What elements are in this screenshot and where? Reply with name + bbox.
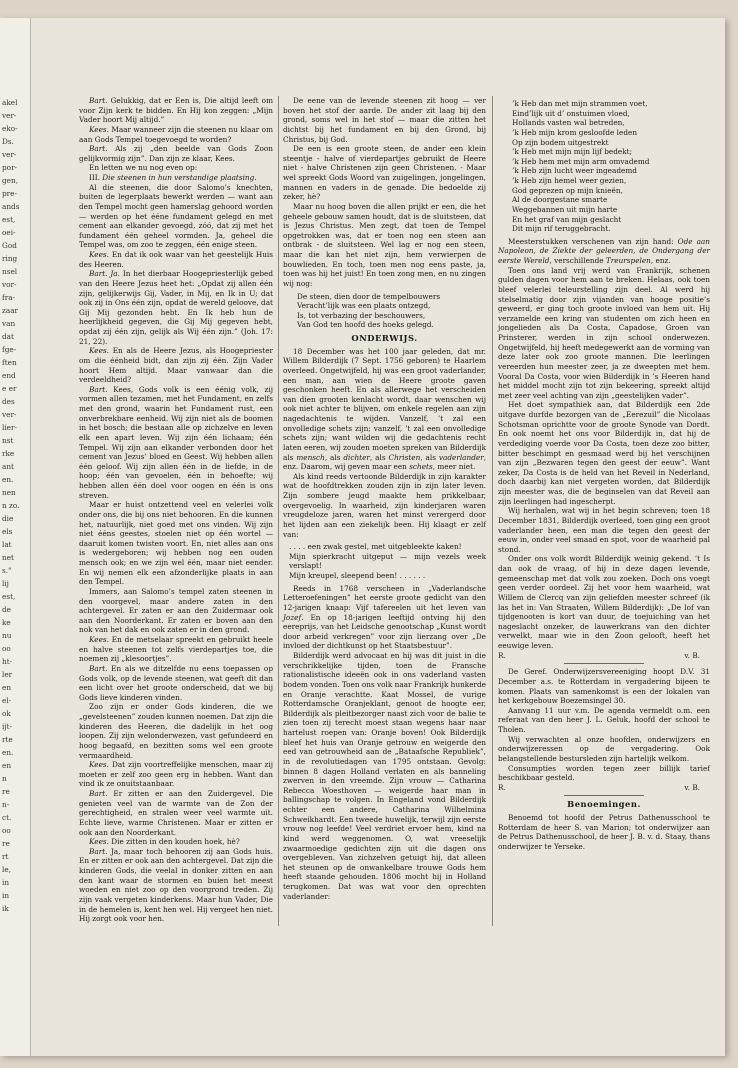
- verse-line: ’k Heb zijn hemel weer gezien,: [512, 176, 627, 185]
- paragraph: Onder ons volk wordt Bilderdijk weinig gekend. ’t Is dan ook de vraag, of hij in deze dagen levende, gemeenschap met dat volk zou zoeken. Doch ons voegt geen verder oordeel. Zij het voor hem waarheid, wat Willem de Clercq van zijn geliefden meester schreef (ik las het in: Van Straaten, Willem Bilderdijk): „De lof van tijdgenooten is kort van duur, de toejuiching van het nageslacht onzeker, de lauwerkrans van den dichter verwelkt, maar wie in den Zoon gelooft, heeft het eeuwige leven.: [498, 554, 710, 650]
- margin-fragment: nen: [2, 488, 16, 497]
- section-heading: Benoemingen.: [567, 799, 641, 810]
- margin-fragment: van: [2, 319, 16, 328]
- margin-fragment: net: [2, 553, 14, 562]
- margin-fragment: ver-: [2, 410, 17, 419]
- verse-line: Weggebannen uit mijn harte: [512, 204, 618, 214]
- signature-right: v. B.: [684, 650, 700, 660]
- paragraph: Kees. En als de Heere Jezus, als Hoogepriester om die éénheid bidt, dan zijn zij één. Zijn Vader hoort Hem altijd. Maar vanwaar dan die verdeeldheid?: [79, 346, 273, 385]
- margin-fragment: ands: [2, 202, 20, 211]
- verse-line: Hollands vasten wal betreden,: [512, 118, 625, 128]
- margin-fragment: ften: [2, 358, 17, 367]
- paragraph: Wij verwachten al onze hoofden, onderwijzers en onderwijzeressen op de vergadering. Ook belangstellende bestursleden zijn hartelijk welkom.: [498, 734, 710, 763]
- verse-line: ’k Heb met mijn mijn lijf bedekt;: [512, 147, 633, 157]
- margin-fragment: rt: [2, 852, 9, 861]
- margin-fragment: els: [2, 527, 13, 536]
- paragraph: Bilderdijk werd advocaat en hij was dit juist in die verschrikkelijke tijden, toen de Fransche rationalistische ideeën ook in ons vaderland vasten bodem vonden. Toen ons volk naar Frankrijk hunkerde en Oranje verachtte. Kaat Mossel, de vurige Rotterdamsche Oranjeklant, genoot de hoogte eer, Bilderdijk als pleitbezorger naast zich voor de balie te zien toen zij terecht moest staan wegens haar naar hartelust roepen van: Oranje boven! Ook Bilderdijk bleef het huis van Oranje getrouw en weigerde den eed van getrouwheid aan de „Bataafsche Republiek”, in de revolutiedagen van 1795 ontstaan. Gevolg: binnen 8 dagen Holland verlaten en als banneling zwerven in den vreemde. Zijn vrouw — Catharina Rebecca Woesthoven — weigerde haar man in ballingschap te volgen. In Engeland vond Bilderdijk echter een andere, Catharina Wilhelmina Schweikhardt. Een tweede huwelijk, terwijl zijn eerste vrouw nog leefde! Veel verdriet ervoer hem, kind na kind werd weggenomen. O, wat vreeselijk zwaarmoedige gedichten zijn uit die dagen ons overgebleven. Van zichzelven getuigt hij, dat alleen het steunen op de onwankelbare trouwe Gods hem heeft staande gehouden. 1806 mocht hij in Holland terugkomen. Dat was wat voor den oprechten vaderlander:: [283, 651, 486, 901]
- poem-block: [283, 292, 486, 331]
- verse-line: Al de doorgestane smarte: [512, 195, 608, 205]
- paragraph: Bart. Gelukkig, dat er Een is, Die altijd leeft om voor Zijn kerk te bidden. En Hij kon zeggen: „Mijn Vader hoort Mij altijd.”: [79, 96, 273, 125]
- margin-fragment: rke: [2, 449, 15, 458]
- paragraph: Kees. Die zitten in den kouden hoek, hè?: [89, 837, 240, 847]
- paragraph: Al die steenen, die door Salomo’s knechten, buiten de legerplaats bewerkt werden — want aan den Tempel mocht geen hamerslag gehoord worden — werden op het ééne fundament gelegd en met cement aan elkander gevoegd, zóó, dat zij met het fundament één geheel vormden. Ja, geheel die Tempel was, om zoo te zeggen, één enige steen.: [79, 182, 273, 250]
- margin-fragment: est,: [2, 592, 16, 601]
- margin-fragment: ik: [2, 904, 9, 913]
- margin-fragment: fge-: [2, 345, 17, 354]
- paragraph: Bart. Er zitten er aan den Zuidergevel. Die genieten veel van de warmte van de Zon der gerechtigheid, en stralen weer veel warmte uit. Echte lieve, warme Christenen. Maar er zitten er ook aan den Noorderkant.: [79, 789, 273, 837]
- margin-fragment: e er: [2, 384, 17, 393]
- margin-fragment: dat: [2, 332, 14, 341]
- margin-fragment: n zo.: [2, 501, 20, 510]
- paragraph: Kees. En de metselaar spreekt en gebruikt heele en halve steenen tot zelfs vierdepartjes toe, die noemen zij „klesoortjes”.: [79, 635, 273, 664]
- column-rule: [278, 96, 279, 926]
- verse-line: ’k Heb dan met mijn strammen voet,: [512, 99, 648, 108]
- margin-fragment: n: [2, 774, 7, 783]
- verse-line: De steen, dien door de tempelbouwers: [297, 291, 441, 301]
- paragraph: De een is een groote steen, de ander een klein steentje - halve of vierdepartjes gebruikt de Heere niet - halve Christenen zijn geen Christenen. - Maar wel spreekt Gods Woord van zuigelingen, jongelingen, mannen en vaders in de genade. Die bedoelde zij zeker, hè?: [283, 144, 486, 202]
- margin-fragment: en: [2, 761, 12, 770]
- margin-fragment: in: [2, 878, 10, 887]
- margin-fragment: ijt-: [2, 722, 12, 731]
- margin-fragment: akel: [2, 98, 18, 107]
- verse-line: ’k Heb hem met mijn arm omvademd: [512, 156, 650, 166]
- verse-line: Van God ten hoofd des hoeks gelegd.: [297, 320, 434, 330]
- paragraph: Kees. Maar wanneer zijn die steenen nu klaar om aan Gods Tempel toegevoegd te worden?: [79, 124, 273, 144]
- paragraph: Als kind reeds vertoonde Bilderdijk in zijn karakter wat de hoofdtrekken zouden zijn in zijn later leven. Zijn sombere jeugd maakte hem prikkelbaar, overgevoelig. In waarheid, zijn kinderjaren waren vreugdeloze jaren, waren het minst verergerd door het lijden aan een ziekelijk been. Hij klaagt er zelf van:: [283, 471, 486, 539]
- margin-fragment: ht-: [2, 657, 13, 666]
- margin-fragment: nsel: [2, 267, 18, 276]
- margin-fragment: in: [2, 891, 10, 900]
- margin-fragment: el-: [2, 696, 12, 705]
- poem-block: [498, 99, 710, 234]
- margin-fragment: en: [2, 683, 12, 692]
- verse-line: Mijn spierkracht uitgeput — mijn vezels week verslapt!: [289, 551, 486, 571]
- margin-fragment: gen,: [2, 176, 19, 185]
- margin-fragment: ler: [2, 670, 13, 679]
- column-rule: [492, 96, 493, 926]
- margin-fragment: zaar: [2, 306, 19, 315]
- paragraph: Immers, aan Salomo’s tempel zaten steenen in den voorgevel, maar andere zaten in den achtergevel. Er zaten er aan den Zuidermaar ook aan den Noorderkant. Er zaten er boven aan den nok van het dak en ook zaten er in den grond.: [79, 586, 273, 635]
- paragraph: En letten we nu nog even op:: [89, 163, 198, 173]
- margin-fragment: des: [2, 397, 15, 406]
- column-2: [283, 96, 486, 901]
- margin-fragment: en.: [2, 475, 14, 484]
- verse-line: En het graf van mijn geslacht: [512, 214, 622, 224]
- paragraph: Bart. Als zij „den beelde van Gods Zoon gelijkvormig zijn”. Dan zijn ze klaar, Kees.: [79, 144, 273, 163]
- margin-fragment: ct.: [2, 813, 12, 822]
- separator-rule: [564, 795, 644, 796]
- margin-fragment: ok: [2, 709, 11, 718]
- margin-fragment: le,: [2, 865, 11, 874]
- signature-left: R.: [498, 782, 506, 792]
- quote-block: [283, 542, 486, 581]
- paragraph: De eene van de levende steenen zit hoog — ver boven het stof der aarde. De ander zit laag bij den grond, soms wel in het stof — maar die zitten het dichtst bij het fundament en bij den Grond, bij Christus, bij God.: [283, 96, 486, 144]
- column-1: [79, 96, 273, 924]
- margin-fragment: pre-: [2, 189, 17, 198]
- paragraph: Kees. Dat zijn voortreffelijke menschen, maar zij moeten er zelf zoo geen erg in hebben. Want dan vind ik ze onuitstaanbaar.: [79, 760, 273, 789]
- verse-line: Eind’lijk uit d’ onstuimen vloed,: [512, 108, 630, 118]
- signature-right: v. B.: [684, 782, 700, 792]
- verse-line: Veracht’lijk was een plaats ontzegd,: [297, 301, 431, 311]
- margin-fragment: est,: [2, 215, 16, 224]
- margin-fragment: lij: [2, 579, 9, 588]
- paragraph: Maar nu hoog boven die allen prijkt er een, die het geheele gebouw samen houdt, dat is de sluitsteen, dat is Jezus Christus. Men zegt, dat toen de Tempel opgetrokken was, dat er toen nog een steen aan ontbrak - de sluitsteen. Wel lag er nog een steen, maar die kan het niet zijn, hem verwierpen de bouwlieden. En toch, toen men nog eens paste, ja, toen was hij het juist! En toen zong men, en nu zingen wij nog:: [283, 201, 486, 288]
- margin-fragment: rte: [2, 735, 13, 744]
- signature: [498, 783, 710, 793]
- previous-page-margin: [0, 18, 31, 1056]
- margin-fragment: Ds.: [2, 137, 14, 146]
- margin-fragment: oo: [2, 826, 11, 835]
- margin-fragment: ant: [2, 462, 14, 471]
- verse-line: God geprezen op mijn knieën,: [512, 185, 623, 195]
- margin-fragment: eko-: [2, 124, 18, 133]
- verse-line: Is, tot verbazing der beschouwers,: [297, 310, 426, 320]
- margin-fragment: lier-: [2, 423, 17, 432]
- verse-line: Op zijn bodem uitgestrekt: [512, 137, 609, 147]
- verse-line: Dit mijn rif teruggebracht.: [512, 224, 611, 234]
- section-heading: ONDERWIJS.: [351, 333, 418, 343]
- margin-fragment: fra-: [2, 293, 16, 302]
- margin-fragment: por-: [2, 163, 18, 172]
- signature-left: R.: [498, 650, 506, 660]
- margin-fragment: en.: [2, 748, 14, 757]
- margin-fragment: oei-: [2, 228, 16, 237]
- paragraph: Consumpties worden tegen zeer billijk tarief beschikbaar gesteld.: [498, 763, 710, 783]
- margin-fragment: end: [2, 371, 16, 380]
- margin-fragment: re: [2, 787, 10, 796]
- margin-fragment: n-: [2, 800, 10, 809]
- newspaper-page: [0, 18, 725, 1056]
- paragraph: Bart. Ja, maar toch behooren zij aan Gods huis. En er zitten er ook aan den achtergevel. Dat zijn die kinderen Gods, die veelal in donker zitten en aan den kant waar de stormen en buien het meest woeden en niet zoo op den voorgrond treden. Zij zijn vaak vergeten kinderkens. Maar hun Vader, Die in de hemelen is, kent hen wel. Hij vergeet hen niet. Hij zorgt ook voor hen.: [79, 846, 273, 924]
- margin-fragment: nu: [2, 631, 12, 640]
- paragraph: Wij herhalen, wat wij in het begin schreven; toen 18 December 1831, Bilderdijk overleed, toen ging een groot vaderlander heen, een man die tegen den geest der eeuw in, onder veel smaad en spot, voor de waarheid pal stond.: [498, 506, 710, 554]
- paragraph: De Geref. Onderwijzersvereeniging hoopt D.V. 31 December a.s. te Rotterdam in vergadering bijeen te komen. Plaats van samenkomst is een der lokalen van het kerkgebouw Boezemsingel 30.: [498, 667, 710, 706]
- verse-line: . . . . een zwak gestel, met uitgebleekte kaken!: [289, 542, 462, 552]
- paragraph: Aanvang 11 uur v.m. De agenda vermeldt o.m. een referaat van den heer J. L. Geluk, hoofd der school te Tholen.: [498, 705, 710, 734]
- margin-fragment: ke: [2, 618, 11, 627]
- paragraph: Reeds in 1768 verscheen in „Vaderlandsche Letteroefeningen” het eerste groote gedicht van den 12-jarigen knaap: Vijf tafereelen uit het leven van Jozef. En op 18-jarigen leeftijd ontving hij den eereprijs, van het Leidsche genootschap „Kunst wordt door arbeid verkregen” voor zijn lierzang over „De invloed der dichtkunst op het Staatsbestuur”.: [283, 583, 486, 651]
- verse-line: ’k Heb zijn lucht weer ingeademd: [512, 166, 637, 176]
- paragraph: III. Die steenen in hun verstandige plaatsing.: [89, 173, 257, 182]
- margin-fragment: die: [2, 514, 14, 523]
- paragraph: Meesterstukken verschenen van zijn hand: Ode aan Napoleon, de Ziekte der geleerden, de Ondergang der eerste Wereld, verschillende Treurspelen, enz.: [498, 236, 710, 265]
- margin-fragment: oo: [2, 644, 11, 653]
- margin-fragment: s.": [2, 566, 12, 575]
- verse-line: ’k Heb mijn krom gesloofde leden: [512, 127, 638, 137]
- paragraph: Het doet sympathiek aan, dat Bilderdijk een 2de uitgave durfde bezorgen van de „Eerezuil” die Nicolaas Schotsman oprichtte voor de groote Synode van Dordt. En ook noemt het ons voor Bilderdijk in, dat hij de verdediging voerde voor Da Costa, toen deze zoo bitter, bitter beschimpt en gesmaad werd bij het verschijnen van zijn „Bezwaren tegen den geest der eeuw”. Want zeker, Da Costa is de held van het Reveil in Nederland, doch daarbij kan niet vergeten worden, dat Bilderdijk zijn meester was, die de beginselen van dat Reveil aan zijn leerlingen had ingescherpt.: [498, 400, 710, 506]
- margin-fragment: lat: [2, 540, 12, 549]
- margin-fragment: vor-: [2, 280, 17, 289]
- paragraph: Toen ons land vrij werd van Frankrijk, schenen gulden dagen voor hem aan te breken. Helaas, ook toen bleef velerlei teleurstelling zijn deel. Al werd hij stelselmatig door zijn vijanden van hooge positie’s geweerd, er ging toch groote invloed van hem uit. Hij verzamelde een kring van studenten om zich heen en jongelieden als Da Costa, Capadose, Groen van Prinsterer, werden in zijn school onderwezen. Ongetwijfeld, hij heeft medegewerkt aan de vorming van deze later ook zoo groote mannen. Die leerlingen vereerden hun meester zeer, ja ze dweepten met hem. Vooral Da Costa, voor wien Bilderdijk in ’s Heeren hand het middel mocht zijn tot zijn bekeering, spreekt altijd met zeer veel achting van zijn „geestelijken vader”.: [498, 265, 710, 400]
- column-3: [498, 96, 710, 852]
- paragraph: Bart. Ja. In het dierbaar Hoogepriesterlijk gebed van den Heere Jezus heet het: „Opdat zij allen één zijn, gelijkerwijs Gij, Vader, in Mij, en Ik in U; dat ook zij in Ons één zijn, opdat de wereld geloove, dat Gij Mij gezonden hebt. En Ik heb hun de heerlijkheid gegeven, die Gij Mij gegeven hebt, opdat zij één zijn, gelijk als Wij één zijn.” (Joh. 17: 21, 22).: [79, 269, 273, 346]
- margin-fragment: nst: [2, 436, 14, 445]
- margin-fragment: God: [2, 241, 17, 250]
- signature: [498, 651, 710, 661]
- margin-fragment: re: [2, 839, 10, 848]
- paragraph: Bart. Kees, Gods volk is een éénig volk, zij vormen allen tezamen, met het Fundament, en zelfs met den grond, waarin het Fundament rust, een onverbrekbare eenheid. Wij zijn niet als de boomen in het bosch; die bestaan alle op zichzelve en leven elk een apart leven. Wij zijn één lichaam; één Tempel. Wij zijn aan elkander verbonden door het cement van Jezus’ bloed en Geest. Wij hebben allen één geloof. Wij zijn allen één in de liefde, in de hoop; één van gevoelen, één in behoefte; wij hebben allen één doel voor oogen en één is ons streven.: [79, 384, 273, 500]
- separator-rule: [564, 663, 644, 664]
- paragraph: Kees. En dat ik ook waar van het geestelijk Huis des Heeren.: [79, 250, 273, 269]
- margin-fragment: de: [2, 605, 11, 614]
- verse-line: Mijn kreupel, sleepend been! . . . . . .: [289, 571, 426, 580]
- paragraph: Zoo zijn er onder Gods kinderen, die we „gevelsteenen” zouden kunnen noemen. Dat zijn die kinderen des Heeren, die dadelijk in het oog loopen. Zij zijn welonderwezen, vast gefundeerd en hoog begaafd, en bezitten soms wel een groote vermaardheid.: [79, 702, 273, 760]
- paragraph: 18 December was het 100 jaar geleden, dat mr. Willem Bilderdijk (7 Sept. 1756 geboren) te Haarlem overleed. Ongetwijfeld, hij was een groot vaderlander, een man, aan wien de Heere groote gaven geschonken heeft. En als allerwege het verscheiden van dien grooten kenlacht wordt, daar wenschen wij ook niet achter te blijven, om enkele regelen aan zijn nagedachtenis te wijden. Vanzelf, ’t zal een onvolledige schets zijn; vanzelf, ’t zal een onvolledige schets zijn; want wilden wij die gedachtenis recht laten eeren, wij zouden moeten spreken van Bilderdijk als mensch, als dichter, als Christen, als vaderlander, enz. Daarom, wij geven maar een schets, meer niet.: [283, 346, 487, 472]
- margin-fragment: ring: [2, 254, 18, 263]
- paragraph: Benoemd tot hoofd der Petrus Dathenusschool te Rotterdam de heer S. van Marion; tot onderwijzer aan de Petrus Dathenusschool, de heer J. B. v. d. Staay, thans onderwijzer te Yerseke.: [498, 813, 710, 851]
- paragraph: Bart. En als we ditzelfde nu eens toepassen op Gods volk, op de levende steenen, wat geeft dit dan een licht over het groote onderscheid, dat we bij Gods lieve kinderen vinden.: [79, 663, 273, 702]
- margin-fragment: ver-: [2, 150, 17, 159]
- paragraph: Maar er huist ontzettend veel en velerlei volk onder ons, die bij ons niet behooren. En die kunnen het, natuurlijk, niet goed met ons vinden. Wij zijn niet ééns geestes, stoelen niet op één wortel — daaruit komen twisten voort. En, niet alles aan ons is wedergeboren; wij hebben nog een ouden mensch ook; en we zijn wel één, maar niet eender. En wij nemen elk een afzonderlijke plaats in aan den Tempel.: [79, 500, 273, 587]
- margin-fragment: ver-: [2, 111, 17, 120]
